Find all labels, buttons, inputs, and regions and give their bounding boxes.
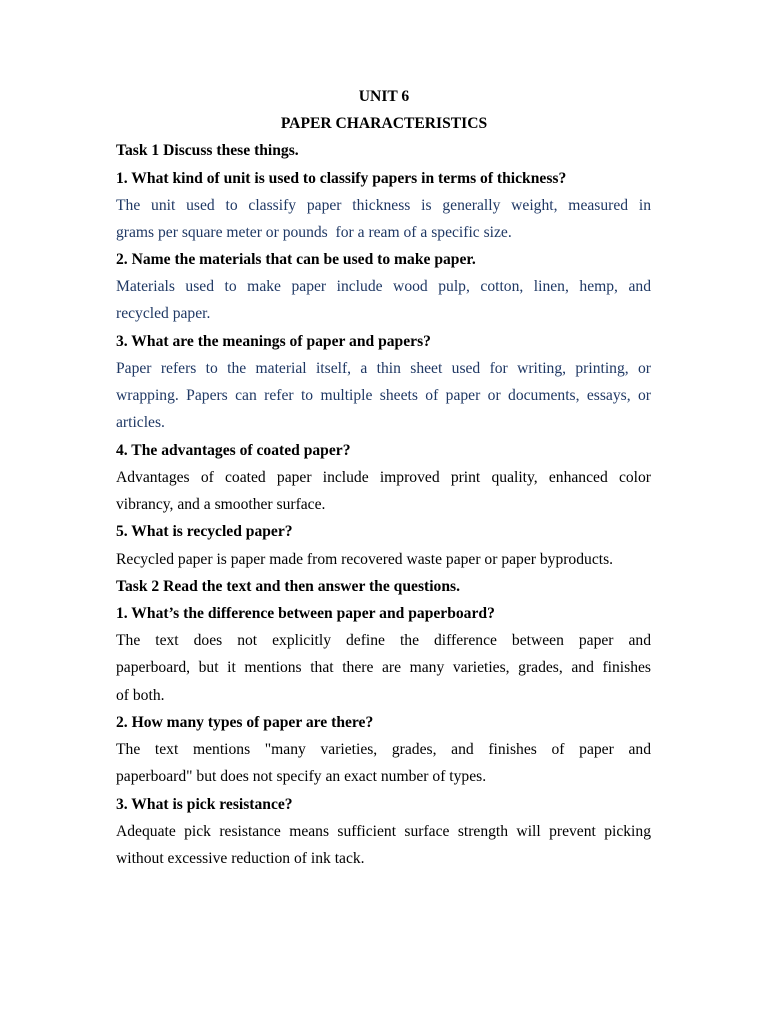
task1-question-4: 4. The advantages of coated paper?	[116, 442, 351, 459]
task1-answer-4-line-1: Advantages of coated paper include improved print quality, enhanced color	[116, 469, 651, 486]
task1-answer-4-line-2: vibrancy, and a smoother surface.	[116, 496, 326, 513]
task1-answer-3-line-2: wrapping. Papers can refer to multiple sheets of paper or documents, essays, or	[116, 387, 651, 404]
task2-question-1: 1. What’s the difference between paper and paperboard?	[116, 605, 495, 622]
task1-question-3: 3. What are the meanings of paper and papers?	[116, 333, 431, 350]
task2-answer-3-line-2: without excessive reduction of ink tack.	[116, 850, 365, 867]
task1-question-2: 2. Name the materials that can be used to make paper.	[116, 251, 476, 268]
task2-answer-2-line-1: The text mentions "many varieties, grades, and finishes of paper and	[116, 741, 651, 758]
task1-answer-1-line-2: grams per square meter or pounds for a ream of a specific size.	[116, 224, 512, 241]
task1-answer-3-line-1: Paper refers to the material itself, a thin sheet used for writing, printing, or	[116, 360, 651, 377]
task1-question-5: 5. What is recycled paper?	[116, 523, 293, 540]
page-title: PAPER CHARACTERISTICS	[280, 115, 488, 132]
task1-heading: Task 1 Discuss these things.	[116, 142, 299, 159]
task2-answer-1-line-1: The text does not explicitly define the difference between paper and	[116, 632, 651, 649]
task2-question-2: 2. How many types of paper are there?	[116, 714, 374, 731]
task1-answer-2-line-1: Materials used to make paper include wood pulp, cotton, linen, hemp, and	[116, 278, 651, 295]
task1-answer-2-line-2: recycled paper.	[116, 305, 211, 322]
task2-answer-1-line-3: of both.	[116, 687, 165, 704]
task1-answer-3-line-3: articles.	[116, 414, 165, 431]
task1-question-1: 1. What kind of unit is used to classify papers in terms of thickness?	[116, 170, 567, 187]
task1-answer-1-line-1: The unit used to classify paper thickness is generally weight, measured in	[116, 197, 651, 214]
task2-answer-3-line-1: Adequate pick resistance means sufficient surface strength will prevent picking	[116, 823, 651, 840]
task2-question-3: 3. What is pick resistance?	[116, 796, 293, 813]
task2-heading: Task 2 Read the text and then answer the questions.	[116, 578, 460, 595]
task2-answer-2-line-2: paperboard" but does not specify an exact number of types.	[116, 768, 487, 785]
task1-answer-5-line-1: Recycled paper is paper made from recovered waste paper or paper byproducts.	[116, 551, 614, 568]
task2-answer-1-line-2: paperboard, but it mentions that there are many varieties, grades, and finishes	[116, 659, 651, 676]
unit-title: UNIT 6	[358, 88, 410, 105]
